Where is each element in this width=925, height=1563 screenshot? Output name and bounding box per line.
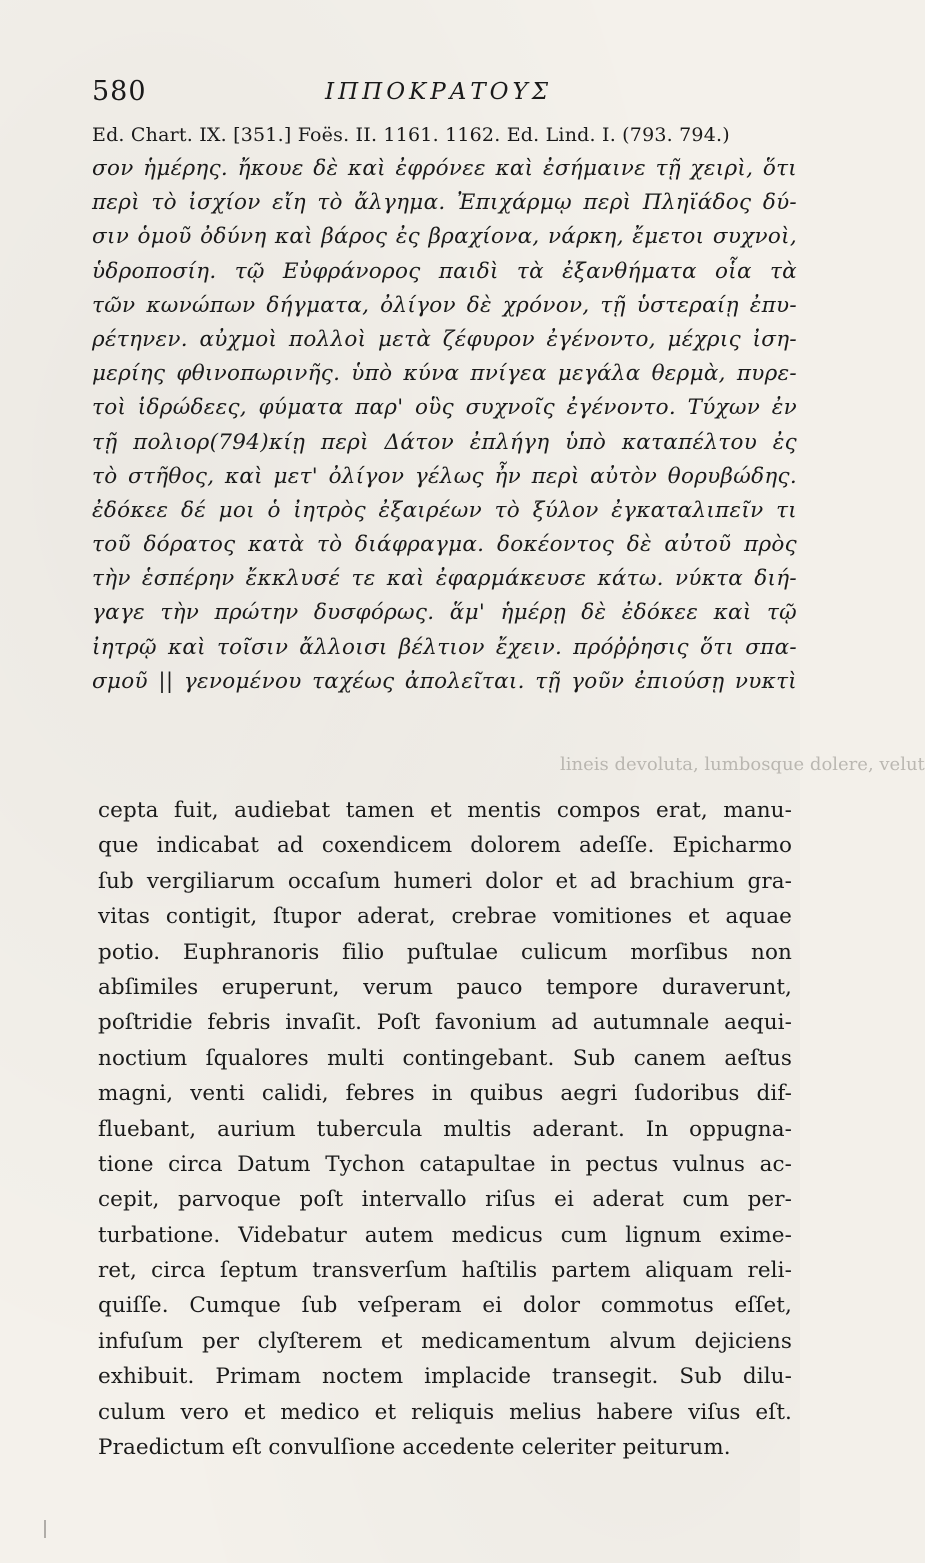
latin-line: quiſſe. Cumque ſub veſperam ei dolor commotus eſſet, bbox=[98, 1293, 792, 1319]
greek-line: τοὶ ἱδρώδεες, φύματα παρ' οὓς συχνοῖς ἐγένοντο. Τύχων ἐν bbox=[92, 395, 797, 421]
latin-line: noctium ſqualores multi contingebant. Sub canem aeſtus bbox=[98, 1045, 792, 1071]
latin-line: turbatione. Videbatur autem medicus cum lignum exime- bbox=[98, 1222, 792, 1248]
latin-line: magni, venti calidi, febres in quibus aegri ſudoribus dif- bbox=[98, 1081, 792, 1107]
latin-line: infuſum per clyſterem et medicamentum alvum dejiciens bbox=[98, 1328, 792, 1354]
greek-line: περὶ τὸ ἰσχίον εἴη τὸ ἄλγημα. Ἐπιχάρμῳ περὶ Πληϊάδος δύ- bbox=[92, 190, 797, 216]
greek-line: ὑδροποσίη. τῷ Εὐφράνορος παιδὶ τὰ ἐξανθήματα οἷα τὰ bbox=[92, 258, 797, 284]
latin-line: culum vero et medico et reliquis melius habere viſus eſt. bbox=[98, 1399, 792, 1425]
latin-line: vitas contigit, ſtupor aderat, crebrae vomitiones et aquae bbox=[98, 904, 792, 930]
greek-line: ρέτηνεν. αὐχμοὶ πολλοὶ μετὰ ζέφυρον ἐγένοντο, μέχρις ἰση- bbox=[92, 326, 797, 352]
greek-line: σιν ὁμοῦ ὀδύνη καὶ βάρος ἐς βραχίονα, νάρκη, ἔμετοι συχνοὶ, bbox=[92, 224, 797, 250]
latin-line: cepta fuit, audiebat tamen et mentis compos erat, manu- bbox=[98, 798, 792, 823]
latin-line: tione circa Datum Tychon catapultae in pectus vulnus ac- bbox=[98, 1151, 792, 1177]
greek-line: τοῦ δόρατος κατὰ τὸ διάφραγμα. δοκέοντος δὲ αὐτοῦ πρὸς bbox=[92, 532, 797, 558]
greek-line: τὸ στῆθος, καὶ μετ' ὀλίγον γέλως ἦν περὶ αὐτὸν θορυβώδης. bbox=[92, 463, 797, 489]
latin-text-block bbox=[98, 793, 792, 1465]
greek-line: ἐδόκεε δέ μοι ὁ ἰητρὸς ἐξαιρέων τὸ ξύλον ἐγκαταλιπεῖν τι bbox=[92, 497, 797, 523]
latin-line: abſimiles eruperunt, verum pauco tempore duraverunt, bbox=[98, 974, 792, 1000]
greek-line: σμοῦ || γενομένου ταχέως ἀπολεῖται. τῇ γοῦν ἐπιούσῃ νυκτὶ bbox=[92, 668, 797, 694]
latin-line: poſtridie febris invaſit. Poſt favonium ad autumnale aequi- bbox=[98, 1010, 792, 1036]
greek-line: τῇ πολιορ(794)κίῃ περὶ Δάτον ἐπλήγη ὑπὸ καταπέλτου ἐς bbox=[92, 429, 797, 455]
latin-line: ſub vergiliarum occaſum humeri dolor et ad brachium gra- bbox=[98, 868, 792, 894]
greek-line: μερίης φθινοπωρινῆς. ὑπὸ κύνα πνίγεα μεγάλα θερμὰ, πυρε- bbox=[92, 361, 797, 387]
edition-reference-line: Ed. Chart. IX. [351.] Foës. II. 1161. 1162. Ed. Lind. I. (793. 794.) bbox=[92, 124, 730, 146]
latin-line: potio. Euphranoris filio puſtulae culicum morſibus non bbox=[98, 939, 792, 965]
greek-line: τὴν ἑσπέρην ἔκκλυσέ τε καὶ ἐφαρμάκευσε κάτω. νύκτα διή- bbox=[92, 566, 797, 592]
greek-text-block bbox=[92, 152, 797, 699]
greek-line: τῶν κωνώπων δήγματα, ὀλίγον δὲ χρόνον, τῇ ὑστεραίῃ ἐπυ- bbox=[92, 292, 797, 318]
greek-line: ἰητρῷ καὶ τοῖσιν ἄλλοισι βέλτιον ἔχειν. πρόῤῥησις ὅτι σπα- bbox=[92, 634, 797, 660]
latin-line: exhibuit. Primam noctem implacide transegit. Sub dilu- bbox=[98, 1364, 792, 1390]
show-through-text: lineis devoluta, lumbosque dolere, velut bbox=[560, 754, 925, 775]
greek-line: σον ἡμέρης. ἤκουε δὲ καὶ ἐφρόνεε καὶ ἐσήμαινε τῇ χειρὶ, ὅτι bbox=[92, 156, 797, 181]
margin-mark bbox=[44, 1520, 46, 1538]
greek-line: γαγε τὴν πρώτην δυσφόρως. ἅμ' ἡμέρῃ δὲ ἐδόκεε καὶ τῷ bbox=[92, 600, 797, 626]
running-title: ΙΠΠΟΚΡΑΤΟΥΣ bbox=[325, 79, 552, 105]
latin-line: cepit, parvoque poſt intervallo riſus ei aderat cum per- bbox=[98, 1187, 792, 1213]
latin-line: ret, circa ſeptum transverſum haſtilis partem aliquam reli- bbox=[98, 1258, 792, 1284]
latin-line: fluebant, aurium tubercula multis aderant. In oppugna- bbox=[98, 1116, 792, 1142]
latin-line: Praedictum eſt convulſione accedente celeriter peiturum. bbox=[98, 1435, 731, 1461]
page-number: 580 bbox=[92, 76, 147, 107]
latin-line: que indicabat ad coxendicem dolorem adeſſe. Epicharmo bbox=[98, 833, 792, 859]
